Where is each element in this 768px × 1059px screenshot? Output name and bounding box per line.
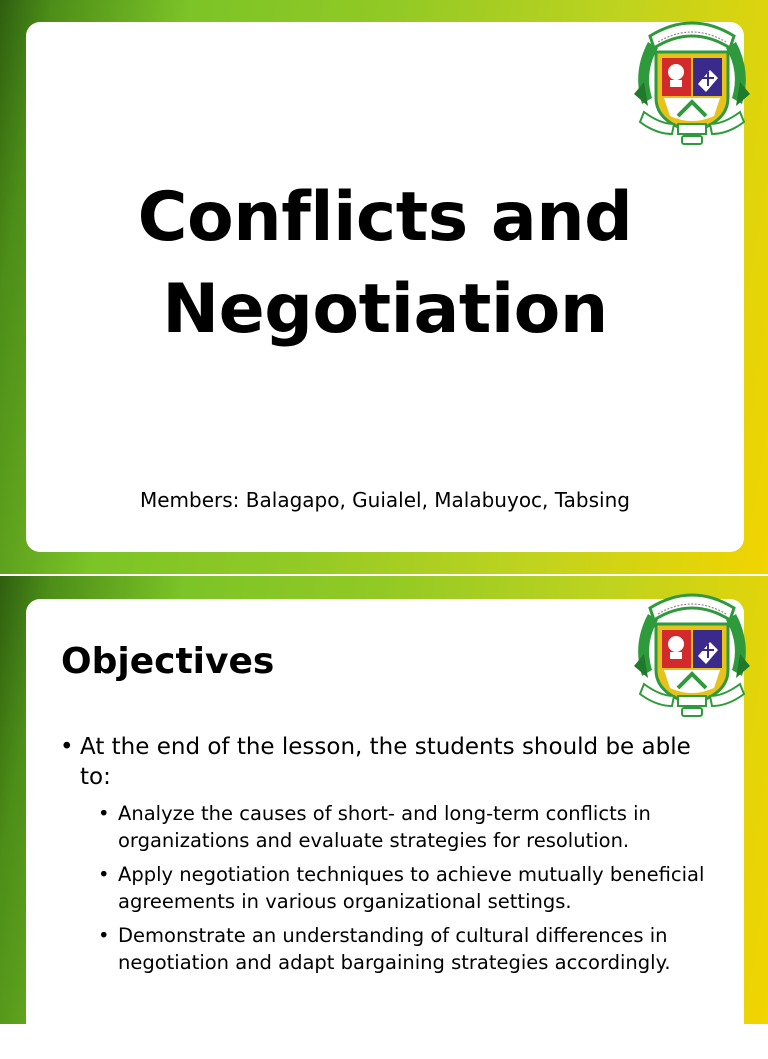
members-text: Members: Balagapo, Guialel, Malabuyoc, Tabsing: [140, 488, 630, 512]
objectives-sub-list: [98, 800, 720, 976]
school-seal-icon: [630, 584, 754, 718]
objective-item-analyze: • Analyze the causes of short- and long-term conflicts in organizations and evaluate strategies for resolution.: [98, 800, 720, 854]
objective-item-apply: • Apply negotiation techniques to achieve mutually beneficial agreements in various organizational settings.: [98, 861, 720, 915]
objectives-slide: [0, 576, 768, 1024]
school-seal-icon: [630, 12, 754, 146]
slide-title-line-2: Negotiation: [162, 270, 608, 349]
slide-title-line-1: Conflicts and: [137, 178, 633, 257]
objective-item-demonstrate: • Demonstrate an understanding of cultural differences in negotiation and adapt bargaining strategies accordingly.: [98, 922, 720, 976]
objectives-heading: Objectives: [61, 641, 275, 682]
slide-title: [26, 172, 744, 356]
objectives-intro-bullet: • At the end of the lesson, the students should be able to:: [60, 732, 720, 792]
objectives-list: [60, 732, 720, 983]
